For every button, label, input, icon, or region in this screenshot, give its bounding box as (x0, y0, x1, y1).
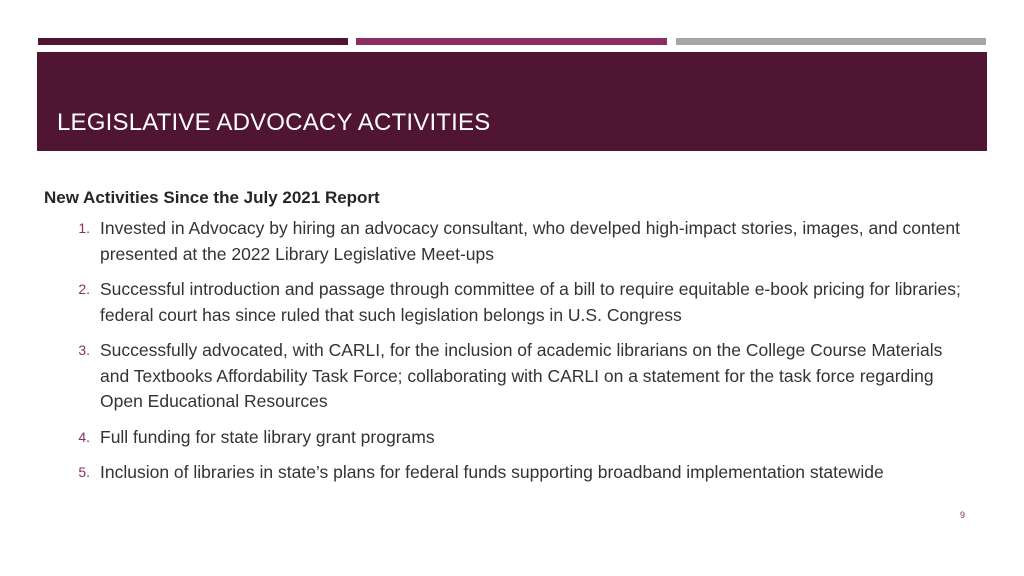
list-item (44, 338, 964, 415)
list-item (44, 460, 964, 486)
list-item-number: 4. (78, 428, 90, 445)
list-item (44, 277, 964, 328)
accent-bar-magenta (356, 38, 667, 45)
accent-bar-gray (676, 38, 986, 45)
slide-title: LEGISLATIVE ADVOCACY ACTIVITIES (57, 109, 491, 136)
list-item-text: Successful introduction and passage through committee of a bill to require equitable e-book pricing for libraries; federal court has since ruled that such legislation belongs in U.S. Congress (100, 279, 961, 325)
list-item-text: Invested in Advocacy by hiring an advocacy consultant, who develped high-impact stories, images, and content presented at the 2022 Library Legislative Meet-ups (100, 218, 960, 264)
section-subheading: New Activities Since the July 2021 Report (44, 188, 380, 207)
activities-list (44, 216, 964, 486)
page-number: 9 (960, 510, 966, 520)
list-item-text: Inclusion of libraries in state’s plans for federal funds supporting broadband implementation statewide (100, 462, 884, 482)
list-item (44, 216, 964, 267)
list-item-number: 3. (78, 342, 90, 358)
list-item-text: Full funding for state library grant programs (100, 426, 435, 447)
list-item-text: Successfully advocated, with CARLI, for the inclusion of academic librarians on the College Course Materials and Textbooks Affordability Task Force; collaborating with CARLI on a statement for the task force regarding Open Educational Resources (100, 340, 943, 411)
title-band (37, 52, 987, 151)
list-item (44, 425, 964, 451)
accent-bar-dark (38, 38, 348, 45)
list-item-number: 1. (78, 220, 90, 236)
slide-content (44, 186, 964, 496)
list-item-number: 2. (78, 281, 90, 297)
list-item-number: 5. (78, 464, 90, 480)
